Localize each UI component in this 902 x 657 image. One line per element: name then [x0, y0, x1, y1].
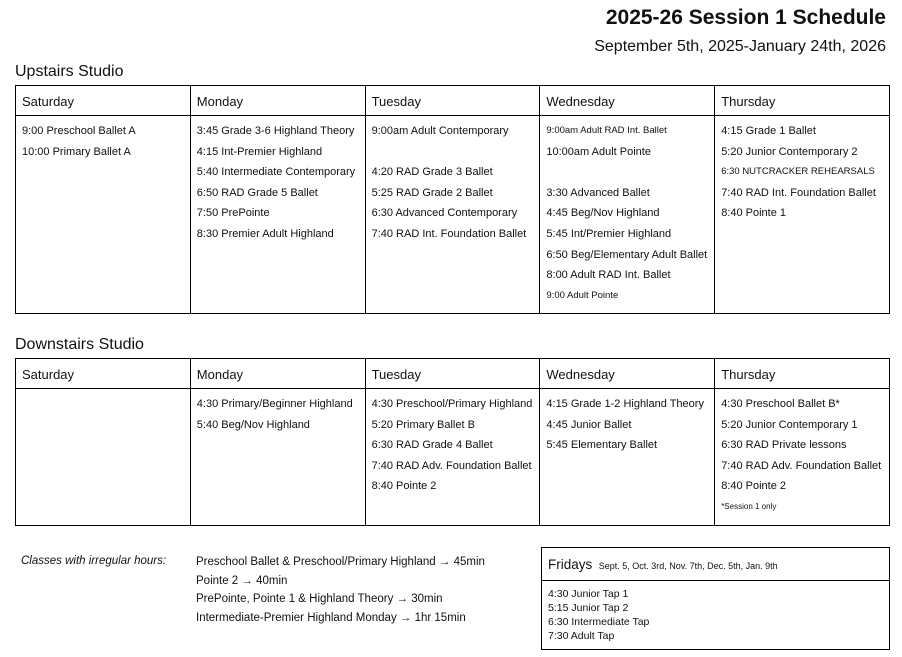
- class-entry: 10:00 Primary Ballet A: [22, 145, 131, 158]
- class-entry: 8:00 Adult RAD Int. Ballet: [546, 269, 671, 282]
- class-entry: 4:30 Preschool/Primary Highland: [371, 398, 533, 410]
- irregular-hours-list: [196, 553, 485, 627]
- class-entry: 6:50 Beg/Elementary Adult Ballet: [546, 248, 708, 261]
- class-entry: 7:40 RAD Adv. Foundation Ballet: [721, 459, 882, 472]
- downstairs-schedule-table: [15, 358, 890, 526]
- upstairs-classes-wednesday: [540, 116, 715, 314]
- class-entry: 7:50 PrePointe: [196, 207, 270, 220]
- class-entry: 6:30 Advanced Contemporary: [371, 207, 518, 220]
- upstairs-schedule-table: [15, 85, 890, 314]
- class-entry: 8:30 Premier Adult Highland: [196, 227, 334, 240]
- class-entry: 4:30 Primary/Beginner Highland: [196, 398, 353, 410]
- downstairs-day-wednesday: Wednesday: [540, 359, 715, 389]
- class-entry: 4:30 Preschool Ballet B*: [721, 398, 840, 410]
- class-entry: 8:40 Pointe 2: [721, 480, 787, 493]
- class-entry: 9:00am Adult RAD Int. Ballet: [546, 125, 667, 136]
- fridays-header: [542, 548, 889, 581]
- downstairs-day-thursday: Thursday: [715, 359, 890, 389]
- fridays-class-item: 6:30 Intermediate Tap: [548, 616, 650, 628]
- upstairs-classes-row: [16, 116, 890, 314]
- downstairs-day-tuesday: Tuesday: [365, 359, 540, 389]
- class-entry: 5:40 Intermediate Contemporary: [196, 166, 356, 179]
- fridays-class-item: 5:15 Junior Tap 2: [548, 602, 629, 614]
- class-entry: 7:40 RAD Adv. Foundation Ballet: [371, 459, 532, 472]
- class-entry: 4:15 Grade 1 Ballet: [721, 125, 816, 137]
- class-entry: 3:30 Advanced Ballet: [546, 186, 650, 199]
- upstairs-day-thursday: Thursday: [715, 86, 890, 116]
- downstairs-day-monday: Monday: [190, 359, 365, 389]
- class-entry: 4:20 RAD Grade 3 Ballet: [371, 166, 493, 179]
- upstairs-studio-label: Upstairs Studio: [15, 63, 124, 80]
- class-entry: 4:45 Beg/Nov Highland: [546, 207, 660, 220]
- class-entry: 4:45 Junior Ballet: [546, 418, 632, 431]
- downstairs-classes-wednesday: [540, 389, 715, 526]
- irregular-hours-item: PrePointe, Pointe 1 & Highland Theory → 30min: [196, 593, 443, 605]
- class-entry: 5:45 Int/Premier Highland: [546, 227, 672, 240]
- class-entry: 5:25 RAD Grade 2 Ballet: [371, 186, 493, 199]
- class-entry: 8:40 Pointe 2: [371, 480, 437, 493]
- class-entry: *Session 1 only: [721, 501, 777, 511]
- class-entry: 4:15 Grade 1-2 Highland Theory: [546, 398, 704, 410]
- upstairs-classes-tuesday: [365, 116, 540, 314]
- downstairs-studio-label: Downstairs Studio: [15, 336, 144, 353]
- irregular-hours-item: Intermediate-Premier Highland Monday → 1hr 15min: [196, 611, 466, 624]
- downstairs-classes-saturday: [16, 389, 191, 526]
- class-entry: 10:00am Adult Pointe: [546, 145, 651, 158]
- upstairs-header-row: [16, 86, 890, 116]
- class-entry: 6:30 RAD Private lessons: [721, 439, 847, 452]
- class-entry: 5:45 Elementary Ballet: [546, 439, 658, 452]
- class-entry: 7:40 RAD Int. Foundation Ballet: [721, 186, 876, 199]
- class-entry: 6:30 NUTCRACKER REHEARSALS: [721, 166, 875, 178]
- class-entry: 9:00am Adult Contemporary: [371, 125, 509, 137]
- class-entry: [372, 142, 534, 163]
- downstairs-classes-row: [16, 389, 890, 526]
- class-entry: 3:45 Grade 3-6 Highland Theory: [196, 125, 355, 137]
- class-entry: 6:30 RAD Grade 4 Ballet: [371, 439, 493, 452]
- class-entry: 5:20 Junior Contemporary 2: [721, 145, 858, 158]
- fridays-class-item: 7:30 Adult Tap: [548, 630, 615, 642]
- upstairs-classes-saturday: [16, 116, 191, 314]
- fridays-class-item: 4:30 Junior Tap 1: [548, 588, 629, 600]
- class-entry: 7:40 RAD Int. Foundation Ballet: [371, 227, 527, 240]
- fridays-class-list: [542, 581, 889, 643]
- upstairs-day-monday: Monday: [190, 86, 365, 116]
- class-entry: 9:00 Adult Pointe: [546, 289, 619, 301]
- class-entry: 5:20 Primary Ballet B: [371, 418, 475, 431]
- downstairs-classes-thursday: [715, 389, 890, 526]
- upstairs-day-saturday: Saturday: [16, 86, 191, 116]
- upstairs-classes-monday: [190, 116, 365, 314]
- irregular-hours-item: Pointe 2 → 40min: [196, 574, 288, 587]
- schedule-date-range: September 5th, 2025-January 24th, 2026: [594, 38, 886, 55]
- upstairs-day-tuesday: Tuesday: [365, 86, 540, 116]
- upstairs-classes-thursday: [715, 116, 890, 314]
- class-entry: 5:20 Junior Contemporary 1: [721, 418, 858, 431]
- class-entry: 9:00 Preschool Ballet A: [22, 125, 136, 137]
- class-entry: 4:15 Int-Premier Highland: [196, 145, 323, 158]
- class-entry: 6:50 RAD Grade 5 Ballet: [196, 186, 318, 199]
- class-entry: 5:40 Beg/Nov Highland: [196, 418, 310, 431]
- fridays-box: [541, 547, 890, 650]
- class-entry: 8:40 Pointe 1: [721, 207, 787, 220]
- class-entry: [546, 162, 708, 183]
- upstairs-day-wednesday: Wednesday: [540, 86, 715, 116]
- schedule-title: 2025-26 Session 1 Schedule: [605, 6, 886, 29]
- fridays-dates: Sept. 5, Oct. 3rd, Nov. 7th, Dec. 5th, Jan. 9th: [598, 561, 778, 571]
- fridays-title: Fridays: [548, 557, 593, 572]
- downstairs-classes-tuesday: [365, 389, 540, 526]
- downstairs-classes-monday: [190, 389, 365, 526]
- downstairs-day-saturday: Saturday: [16, 359, 191, 389]
- irregular-hours-label: Classes with irregular hours:: [21, 555, 167, 567]
- downstairs-header-row: [16, 359, 890, 389]
- irregular-hours-item: Preschool Ballet & Preschool/Primary Highland → 45min: [196, 556, 485, 568]
